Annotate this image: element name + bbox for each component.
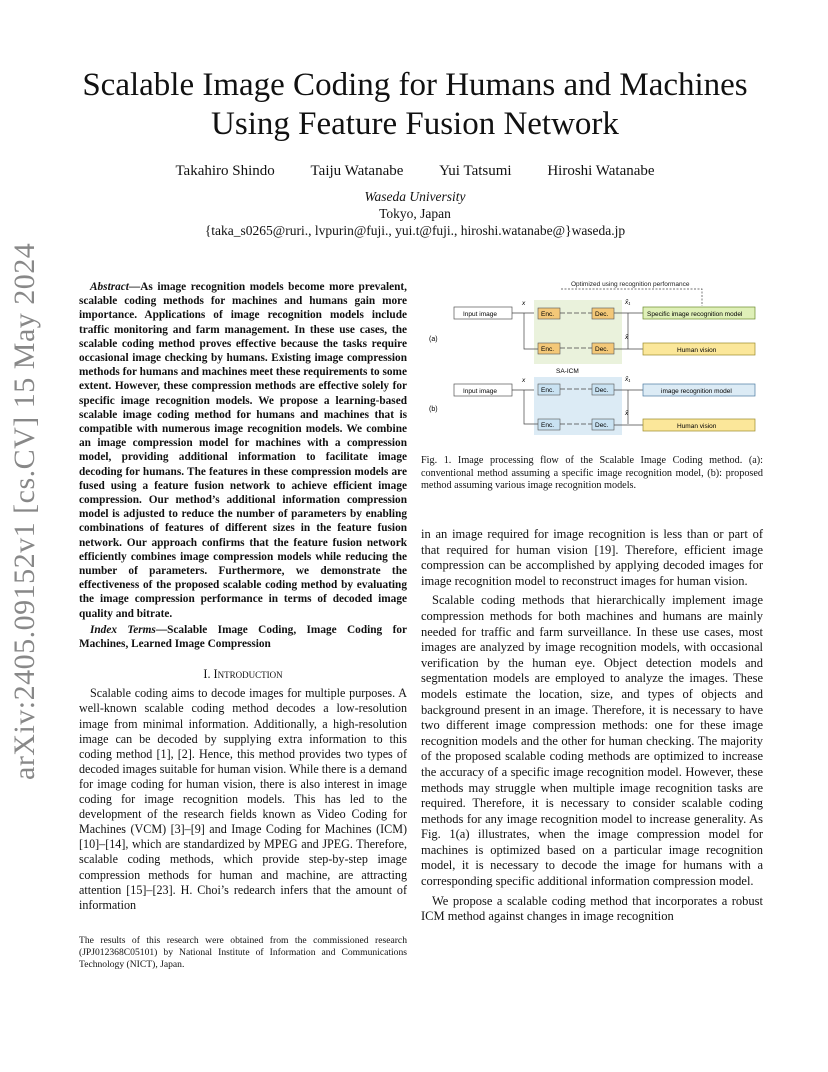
author-name: Taiju Watanabe [310, 163, 404, 179]
emails: {taka_s0265@ruri., lvpurin@fuji., yui.t@fuji., hiroshi.watanabe@}waseda.jp [204, 223, 626, 238]
paper-title: Scalable Image Coding for Humans and Machines Using Feature Fusion Network [82, 67, 748, 142]
x2-label: x̂ [625, 410, 629, 417]
abstract-text: —As image recognition models become more prevalent, scalable coding methods for machines and humans gain more importance. Applications of image recognition models include traffic monitoring and farm management. In these use cases, the scalable coding method proves effective because the tasks require occasional image checking by humans. Existing image compression methods for humans and machines meet these requirements to some extent. However, these compression methods are effective solely for specific image recognition models. We propose a learning-based scalable image coding method for humans and machines that is compatible with numerous image recognition models. We combine an image compression model for machines with a compression model, providing additional information to facilitate image decoding for humans. The features in these compression models are fused using a feature fusion network to achieve efficient image compression. Our method’s additional information compression model is adjusted to reduce the number of parameters by enabling combinations of features of different sizes in the feature fusion network. Our approach confirms that the feature fusion network efficiently combines image compression models while reducing the number of parameters. Furthermore, we demonstrate the effectiveness of the proposed scalable coding method by evaluating the image compression performance in terms of decoded image quality and bitrate. [79, 281, 407, 620]
x-label: x [522, 377, 526, 384]
enc-label: Enc. [541, 387, 555, 394]
human-vision-label: Human vision [677, 423, 717, 430]
input-image-label: Input image [463, 388, 497, 395]
enc-label: Enc. [541, 422, 555, 429]
dec-label: Dec. [595, 387, 609, 394]
affiliation [40, 188, 790, 239]
enc-label: Enc. [541, 311, 555, 318]
x-label: x [522, 300, 526, 307]
body-paragraph: Scalable coding methods that hierarchically implement image compression methods for both machines and humans are mainly needed for traffic and farm surveillance. In these use cases, most images are analyzed by image recognition models, with occasional verification by the human eye. Object detection models and segmentation models are employed to analyze the images. These models estimate the location, size, and types of objects and background present in an image. Therefore, it is necessary to have two different image compression methods: one for these image recognition models and the other for human checking. The majority of the proposed scalable coding methods are optimized to increase the accuracy of a specific image recognition model. However, these methods may struggle when multiple image recognition tasks are required. Therefore, it is necessary to consider scalable coding methods for any image recognition model to increase generality. As Fig. 1(a) illustrates, when the image compression model for machines is optimized based on a particular image recognition model, it is necessary to decode the image for humans with a corresponding specific additional information compression model. [421, 593, 763, 889]
dec-label: Dec. [595, 346, 609, 353]
author-name: Yui Tatsumi [439, 163, 512, 179]
panel-a-label: (a) [429, 336, 438, 343]
figure-1 [421, 280, 763, 440]
university: Waseda University [364, 189, 466, 204]
x2-label: x̂ [625, 334, 629, 341]
abstract [79, 280, 407, 621]
abstract-label: Abstract [90, 281, 129, 293]
author-name: Takahiro Shindo [175, 163, 275, 179]
dec-label: Dec. [595, 422, 609, 429]
author-name: Hiroshi Watanabe [547, 163, 655, 179]
figure-caption: Fig. 1. Image processing flow of the Scalable Image Coding method. (a): conventional method assuming a specific image recognition model, (b): proposed method assuming various image recognition models. [421, 455, 763, 491]
body-paragraph: We propose a scalable coding method that incorporates a robust ICM method against changes in image recognition [421, 893, 763, 924]
arxiv-identifier: arXiv:2405.09152v1 [cs.CV] 15 May 2024 [8, 242, 41, 780]
sa-icm-label: SA-ICM [556, 368, 579, 375]
input-image-label: Input image [463, 311, 497, 318]
location: Tokyo, Japan [379, 206, 451, 221]
footnote: The results of this research were obtained from the commissioned research (JPJ012368C05101) by National Institute of Information and Communications Technology (NICT), Japan. [79, 935, 407, 970]
x1-label: x̂₁ [625, 376, 631, 383]
recognition-model-label: image recognition model [661, 388, 732, 395]
specific-model-label: Specific image recognition model [647, 311, 743, 318]
enc-label: Enc. [541, 346, 555, 353]
optimized-label: Optimized using recognition performance [571, 281, 690, 288]
right-column [421, 527, 763, 925]
index-terms-label: Index Terms [90, 623, 156, 636]
index-terms [79, 623, 407, 651]
dec-label: Dec. [595, 311, 609, 318]
x1-label: x̂₁ [625, 299, 631, 306]
panel-b-label: (b) [429, 406, 438, 413]
left-column [79, 280, 407, 913]
human-vision-label: Human vision [677, 347, 717, 354]
section-heading: I. Introduction [203, 667, 283, 682]
index-terms-text: —Scalable Image Coding, Image Coding for Machines, Learned Image Compression [79, 623, 407, 651]
intro-paragraph: Scalable coding aims to decode images for multiple purposes. A well-known scalable coding method decodes a low-resolution image from minimal information. Additionally, a high-resolution image can be decoded by supplying extra information to this coding method [1], [2]. Hence, this method provides two types of decoded images suitable for human vision. While there is a demand for image coding for human vision, there is also interest in image coding for image recognition models. This has led to the development of the research fields known as Video Coding for Machines (VCM) [3]–[9] and Image Coding for Machines (ICM) [10]–[14], which are standardized by MPEG and JPEG. Therefore, scalable coding methods, which provide step-by-step image compression methods for human and machine, are attracting attention [15]–[23]. H. Choi’s redearch infers that the amount of information [79, 686, 407, 912]
body-paragraph: in an image required for image recognition is less than or part of that required for human vision [19]. Therefore, efficient image compression can be accomplished by applying decoded images for image recognition model to reconstruct images for human vision. [421, 527, 763, 588]
author-list [40, 163, 790, 180]
